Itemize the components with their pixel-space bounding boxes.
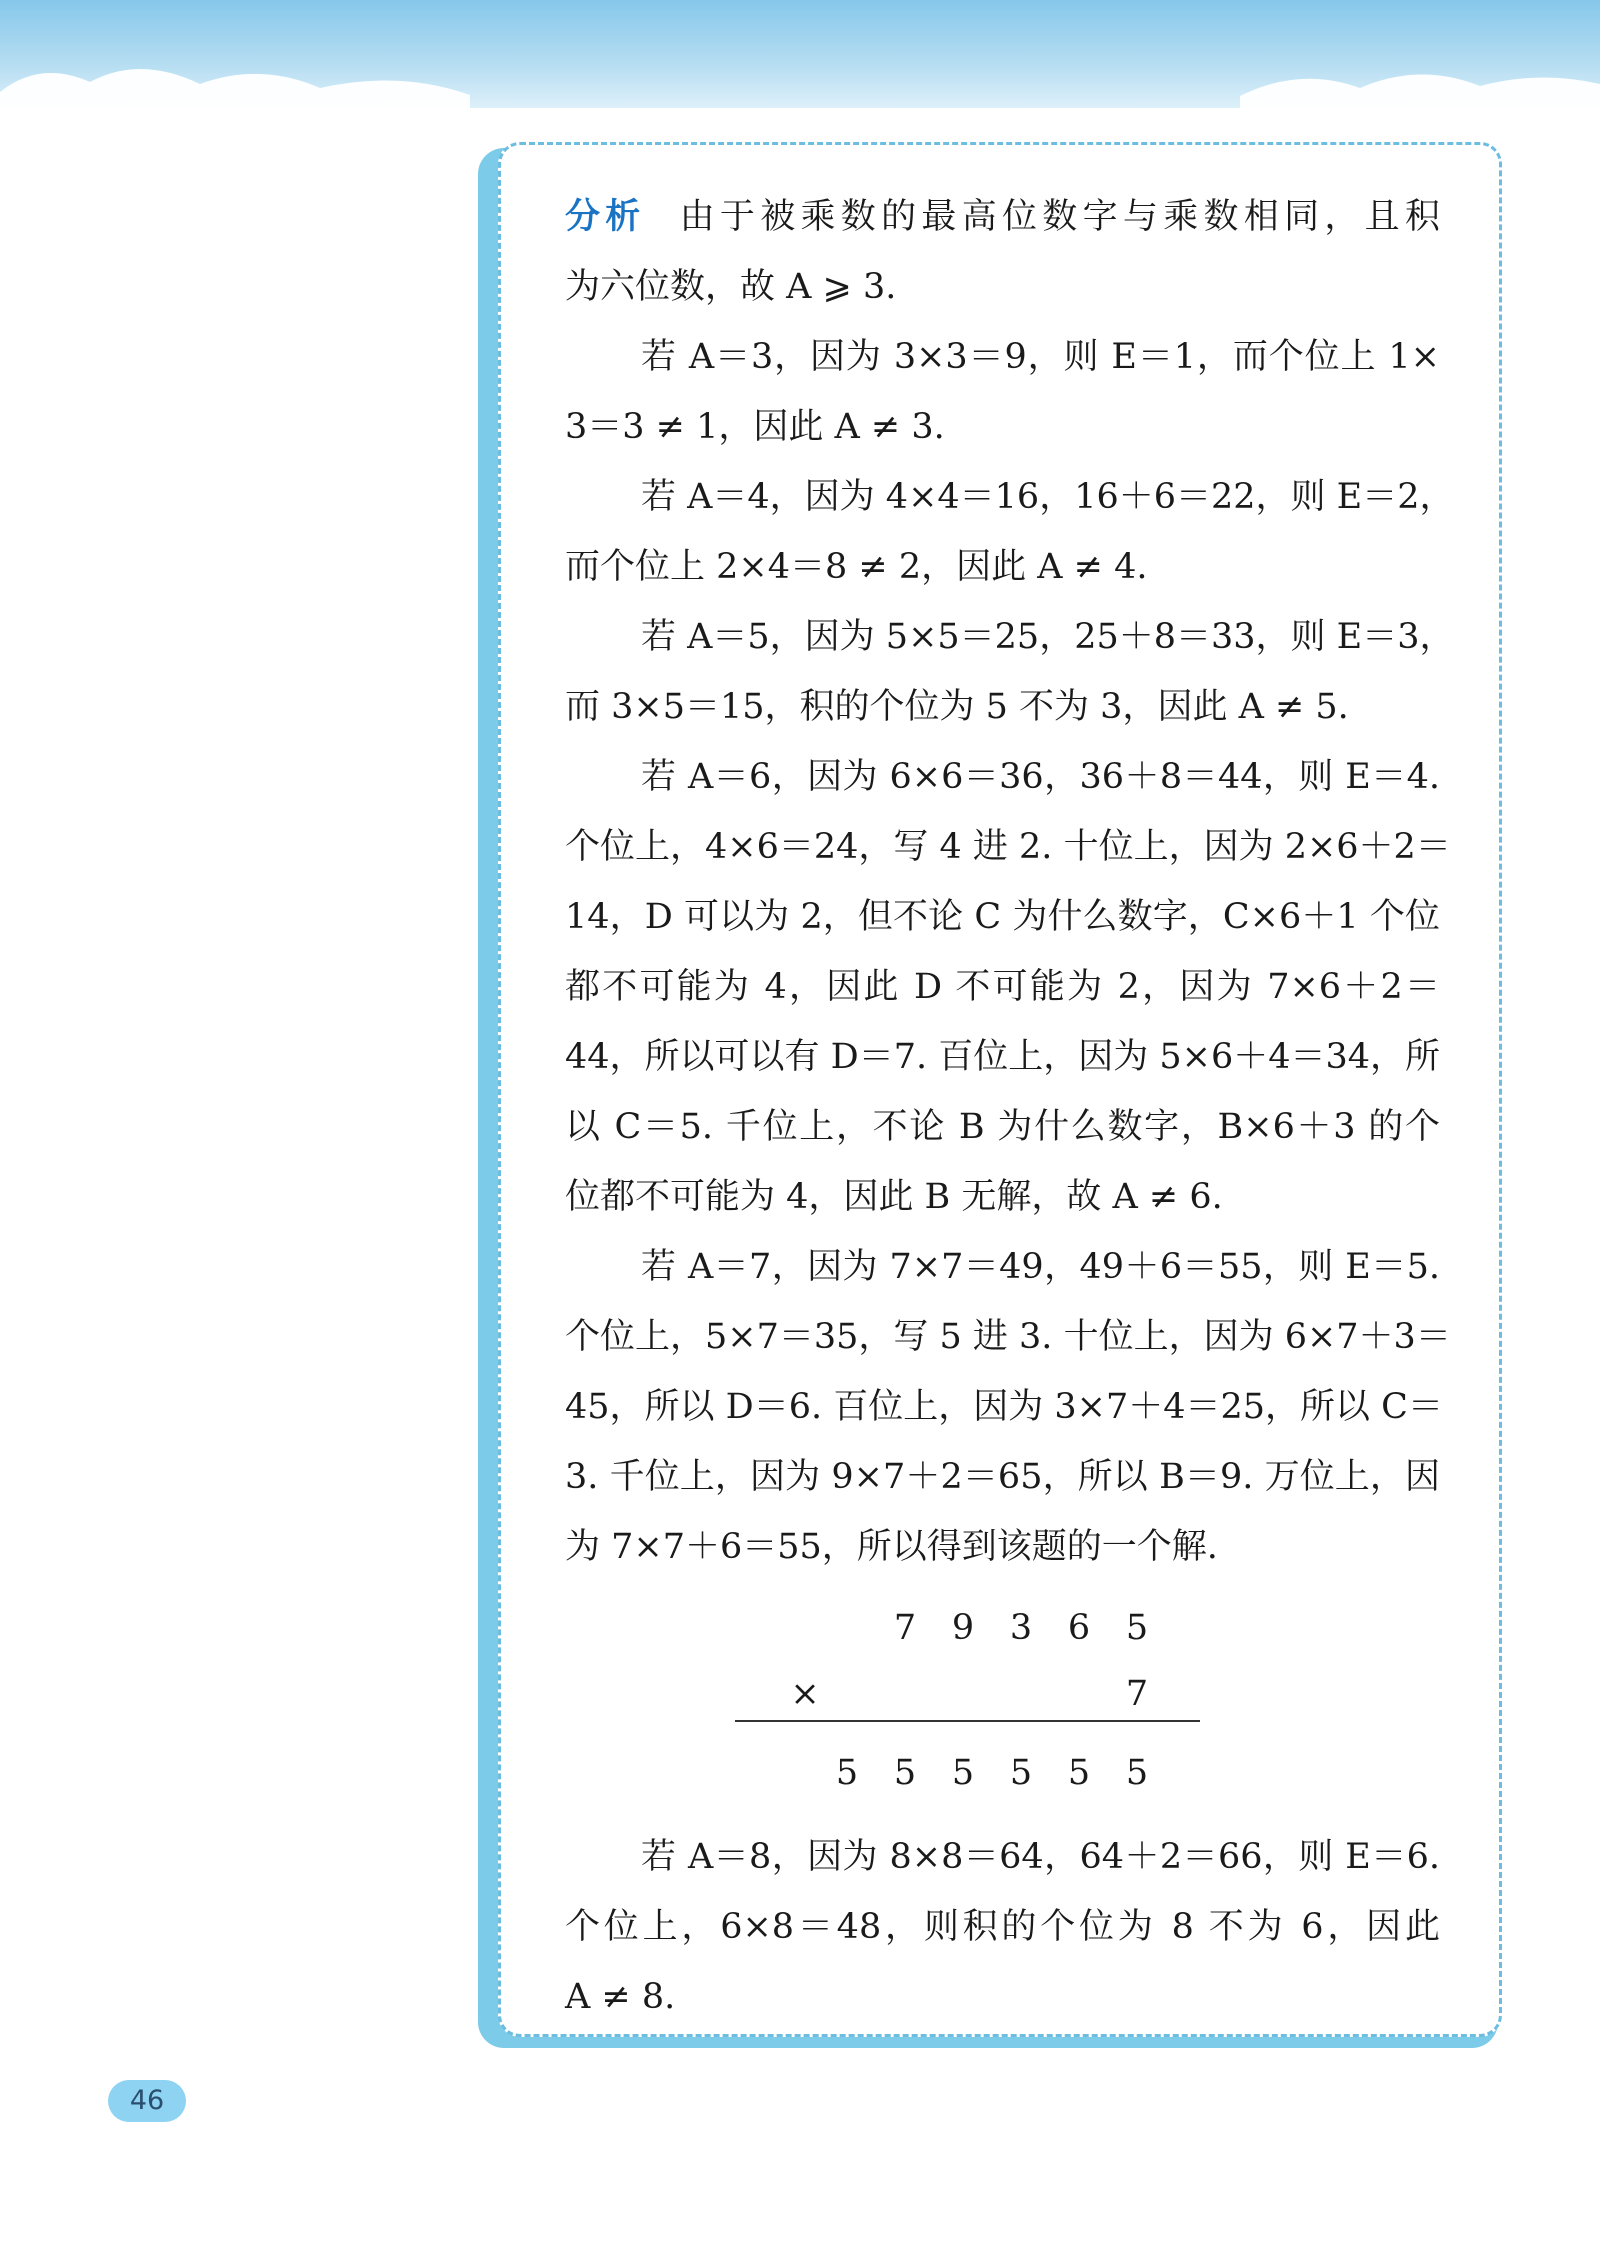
cloud-decoration [0,0,1600,120]
analysis-line-2: 为六位数，故 A ⩾ 3. [565,267,897,307]
multiplier-row [735,1666,1235,1722]
product-digit: 5 [951,1753,975,1793]
case-a6-line-3: 14，D 可以为 2，但不论 C 为什么数字，C×6＋1 个位 [565,897,1440,937]
page-number: 46 [108,2080,186,2122]
analysis-label: 分析 [565,197,646,237]
product-digit: 5 [1009,1753,1033,1793]
multiplier-digit: 7 [1125,1674,1149,1714]
case-a6-line-1: 若 A＝6，因为 6×6＝36，36＋8＝44，则 E＝4. [641,757,1440,797]
product-digit: 5 [1125,1753,1149,1793]
case-a7-line-5: 为 7×7＋6＝55，所以得到该题的一个解. [565,1527,1218,1567]
case-a4-line-1: 若 A＝4，因为 4×4＝16，16＋6＝22，则 E＝2， [641,477,1455,517]
header-sky-band [0,0,1600,120]
case-a6-line-2: 个位上，4×6＝24，写 4 进 2. 十位上，因为 2×6＋2＝ [565,827,1451,867]
multiplicand-digit: 3 [1009,1608,1033,1648]
case-a7-line-4: 3. 千位上，因为 9×7＋2＝65，所以 B＝9. 万位上，因 [565,1457,1440,1497]
multiplicand-digit: 6 [1067,1608,1091,1648]
analysis-line-1: 分析 由于被乘数的最高位数字与乘数相同，且积 [565,197,1440,237]
product-digit: 5 [1067,1753,1091,1793]
case-a5-line-2: 而 3×5＝15，积的个位为 5 不为 3，因此 A ≠ 5. [565,687,1349,727]
case-a3-line-2: 3＝3 ≠ 1，因此 A ≠ 3. [565,407,945,447]
case-a8-line-2: 个位上，6×8＝48，则积的个位为 8 不为 6，因此 [565,1907,1440,1947]
case-a6-line-5: 44，所以可以有 D＝7. 百位上，因为 5×6＋4＝34，所 [565,1037,1441,1077]
product-row [735,1745,1235,1801]
multiplicand-row [735,1600,1235,1656]
case-a7-line-1: 若 A＝7，因为 7×7＝49，49＋6＝55，则 E＝5. [641,1247,1440,1287]
case-a3-line-1: 若 A＝3，因为 3×3＝9，则 E＝1，而个位上 1× [641,337,1440,377]
case-a7-line-3: 45，所以 D＝6. 百位上，因为 3×7＋4＝25，所以 C＝ [565,1387,1443,1427]
product-digit: 5 [835,1753,859,1793]
case-a8-line-3: A ≠ 8. [565,1977,676,2017]
case-a5-line-1: 若 A＝5，因为 5×5＝25，25＋8＝33，则 E＝3， [641,617,1455,657]
multiplicand-digit: 5 [1125,1608,1149,1648]
case-a6-line-4: 都不可能为 4，因此 D 不可能为 2，因为 7×6＋2＝ [565,967,1440,1007]
vertical-multiplication [735,1582,1235,1822]
case-a6-line-6: 以 C＝5. 千位上，不论 B 为什么数字，B×6＋3 的个 [565,1107,1440,1147]
case-a4-line-2: 而个位上 2×4＝8 ≠ 2，因此 A ≠ 4. [565,547,1148,587]
multiply-operator: × [790,1674,820,1714]
product-digit: 5 [893,1753,917,1793]
analysis-text [565,182,1455,2032]
calculation-rule [735,1720,1200,1722]
case-a6-line-7: 位都不可能为 4，因此 B 无解，故 A ≠ 6. [565,1177,1223,1217]
multiplicand-digit: 7 [893,1608,917,1648]
multiplicand-digit: 9 [951,1608,975,1648]
case-a7-line-2: 个位上，5×7＝35，写 5 进 3. 十位上，因为 6×7＋3＝ [565,1317,1451,1357]
case-a8-line-1: 若 A＝8，因为 8×8＝64，64＋2＝66，则 E＝6. [641,1837,1440,1877]
